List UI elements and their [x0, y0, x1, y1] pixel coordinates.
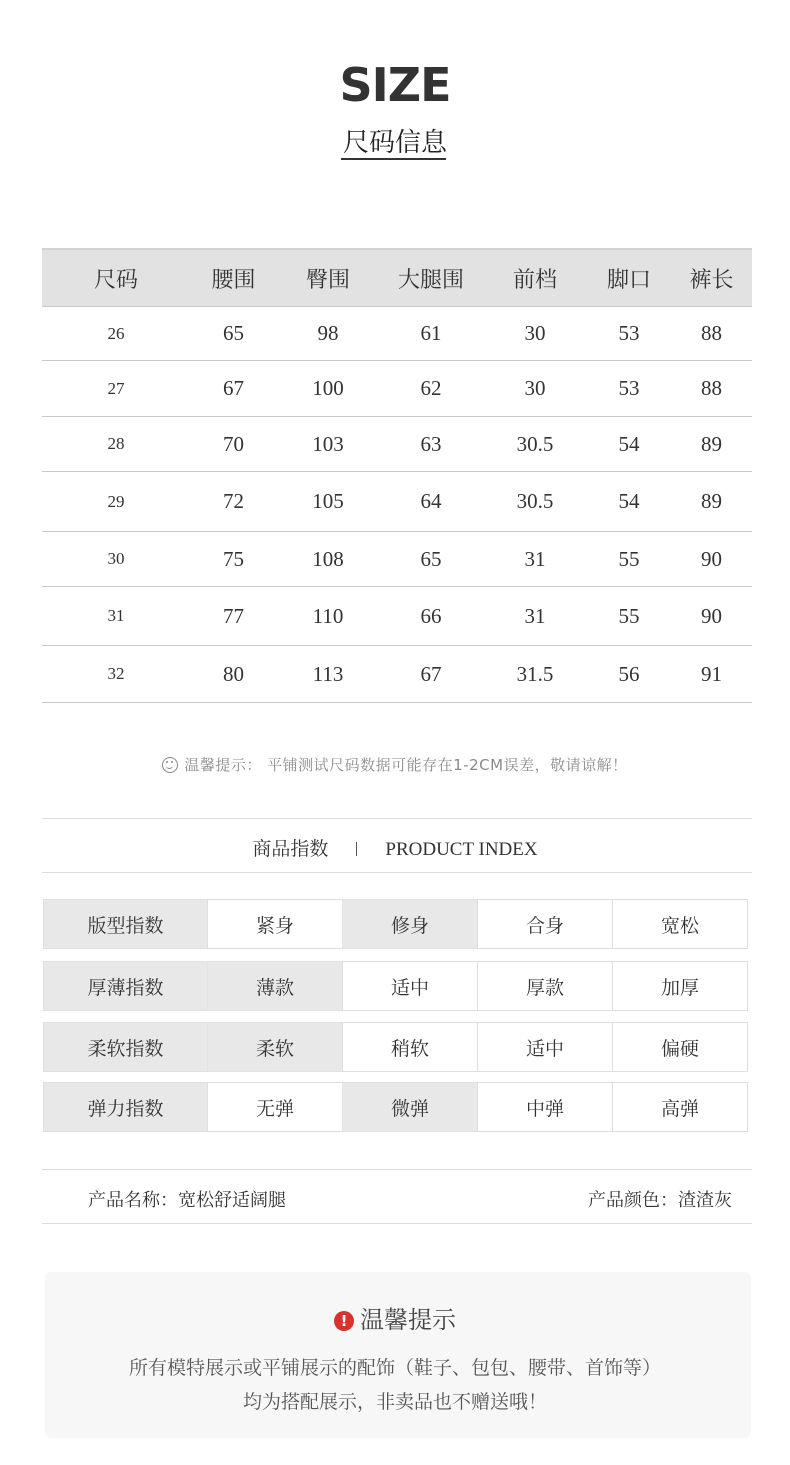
table-cell: 31	[524, 603, 546, 628]
index-option: 薄款	[207, 961, 343, 1011]
table-cell: 30.5	[516, 431, 554, 456]
index-option: 高弹	[612, 1082, 748, 1132]
table-cell: 54	[618, 431, 640, 456]
table-cell: 103	[312, 431, 344, 456]
table-cell: 100	[312, 376, 344, 400]
index-row	[43, 1022, 748, 1072]
table-row	[42, 361, 752, 417]
table-cell: 64	[420, 489, 442, 513]
table-cell: 30	[524, 321, 546, 345]
table-cell: 53	[618, 376, 640, 400]
measurement-tip	[0, 754, 790, 775]
product-index-title-cn: 商品指数	[252, 838, 329, 860]
index-label: 柔软指数	[43, 1022, 208, 1072]
table-cell: 29	[107, 491, 125, 511]
table-cell: 31	[524, 546, 546, 571]
column-header: 尺码	[93, 267, 138, 293]
table-cell: 75	[223, 546, 244, 571]
table-cell: 88	[701, 321, 722, 345]
table-cell: 108	[312, 546, 344, 571]
index-option: 适中	[342, 961, 478, 1011]
index-option: 偏硬	[612, 1022, 748, 1072]
header-separator	[356, 842, 357, 856]
table-cell: 27	[107, 378, 125, 398]
column-header: 大腿围	[397, 267, 464, 293]
divider	[42, 818, 752, 819]
index-row	[43, 899, 748, 949]
index-option: 适中	[477, 1022, 613, 1072]
table-cell: 61	[420, 321, 442, 345]
notice-line-2: 均为搭配展示，非卖品也不赠送哦！	[242, 1391, 547, 1413]
tip-text: 温馨提示： 平铺测试尺码数据可能存在1-2CM误差，敬请谅解！	[184, 756, 628, 774]
index-row	[43, 1082, 748, 1132]
table-cell: 113	[312, 661, 344, 686]
table-cell: 80	[223, 661, 244, 686]
notice-title	[0, 1300, 790, 1335]
table-cell: 89	[701, 431, 722, 456]
index-label: 版型指数	[43, 899, 208, 949]
index-option: 紧身	[207, 899, 343, 949]
table-cell: 31	[107, 606, 125, 625]
notice-title-text: 温馨提示	[360, 1306, 456, 1334]
table-cell: 55	[618, 546, 640, 571]
table-cell: 110	[312, 603, 344, 628]
table-row	[42, 472, 752, 532]
table-cell: 89	[701, 489, 722, 513]
index-option: 稍软	[342, 1022, 478, 1072]
index-option: 修身	[342, 899, 478, 949]
table-cell: 72	[223, 489, 244, 513]
index-option: 中弹	[477, 1082, 613, 1132]
table-cell: 105	[312, 489, 344, 513]
table-row	[42, 532, 752, 587]
index-option: 柔软	[207, 1022, 343, 1072]
table-cell: 66	[420, 603, 442, 628]
table-cell: 67	[223, 376, 244, 400]
table-cell: 63	[420, 431, 442, 456]
table-cell: 77	[223, 603, 244, 628]
table-cell: 91	[701, 661, 722, 686]
table-cell: 26	[107, 323, 125, 343]
index-option: 微弹	[342, 1082, 478, 1132]
size-table	[42, 248, 752, 703]
index-option: 无弹	[207, 1082, 343, 1132]
index-option: 加厚	[612, 961, 748, 1011]
index-row	[43, 961, 748, 1011]
divider	[42, 1223, 752, 1224]
index-label: 弹力指数	[43, 1082, 208, 1132]
size-table-body	[42, 306, 752, 703]
column-header: 脚口	[606, 267, 651, 293]
divider	[42, 1169, 752, 1170]
smile-icon	[162, 757, 178, 773]
table-cell: 98	[317, 321, 339, 345]
exclamation-circle-icon: !	[334, 1311, 354, 1331]
table-row	[42, 646, 752, 703]
notice-line-1: 所有模特展示或平铺展示的配饰（鞋子、包包、腰带、首饰等）	[128, 1357, 661, 1379]
table-cell: 62	[420, 376, 442, 400]
table-cell: 90	[701, 546, 722, 571]
table-row	[42, 587, 752, 646]
table-cell: 65	[420, 546, 442, 571]
table-cell: 32	[107, 664, 125, 683]
table-cell: 31.5	[516, 661, 554, 686]
page-subtitle: 尺码信息	[342, 128, 447, 158]
table-cell: 67	[420, 661, 442, 686]
column-header: 臀围	[305, 267, 350, 293]
table-cell: 70	[223, 431, 244, 456]
table-cell: 90	[701, 603, 722, 628]
table-cell: 30	[107, 549, 125, 568]
index-option: 合身	[477, 899, 613, 949]
table-cell: 30.5	[516, 489, 554, 513]
product-index-header	[0, 834, 790, 861]
page-title: SIZE	[339, 58, 451, 112]
column-header: 裤长	[689, 267, 734, 293]
product-index-title-en: PRODUCT INDEX	[385, 839, 538, 860]
table-cell: 55	[618, 603, 640, 628]
table-cell: 88	[701, 376, 722, 400]
product-color: 产品颜色：渣渣灰	[588, 1190, 732, 1211]
table-cell: 30	[524, 376, 546, 400]
column-header: 前档	[512, 267, 557, 293]
product-name: 产品名称：宽松舒适阔腿	[88, 1190, 286, 1211]
divider	[42, 872, 752, 873]
table-cell: 56	[618, 661, 640, 686]
index-label: 厚薄指数	[43, 961, 208, 1011]
index-option: 厚款	[477, 961, 613, 1011]
table-row	[42, 417, 752, 472]
table-cell: 65	[223, 321, 244, 345]
size-table-header	[42, 248, 752, 306]
index-option: 宽松	[612, 899, 748, 949]
table-row	[42, 306, 752, 361]
table-cell: 28	[107, 434, 125, 453]
table-cell: 53	[618, 321, 640, 345]
column-header: 腰围	[211, 267, 256, 293]
table-cell: 54	[618, 489, 640, 513]
subtitle-underline	[341, 158, 446, 160]
